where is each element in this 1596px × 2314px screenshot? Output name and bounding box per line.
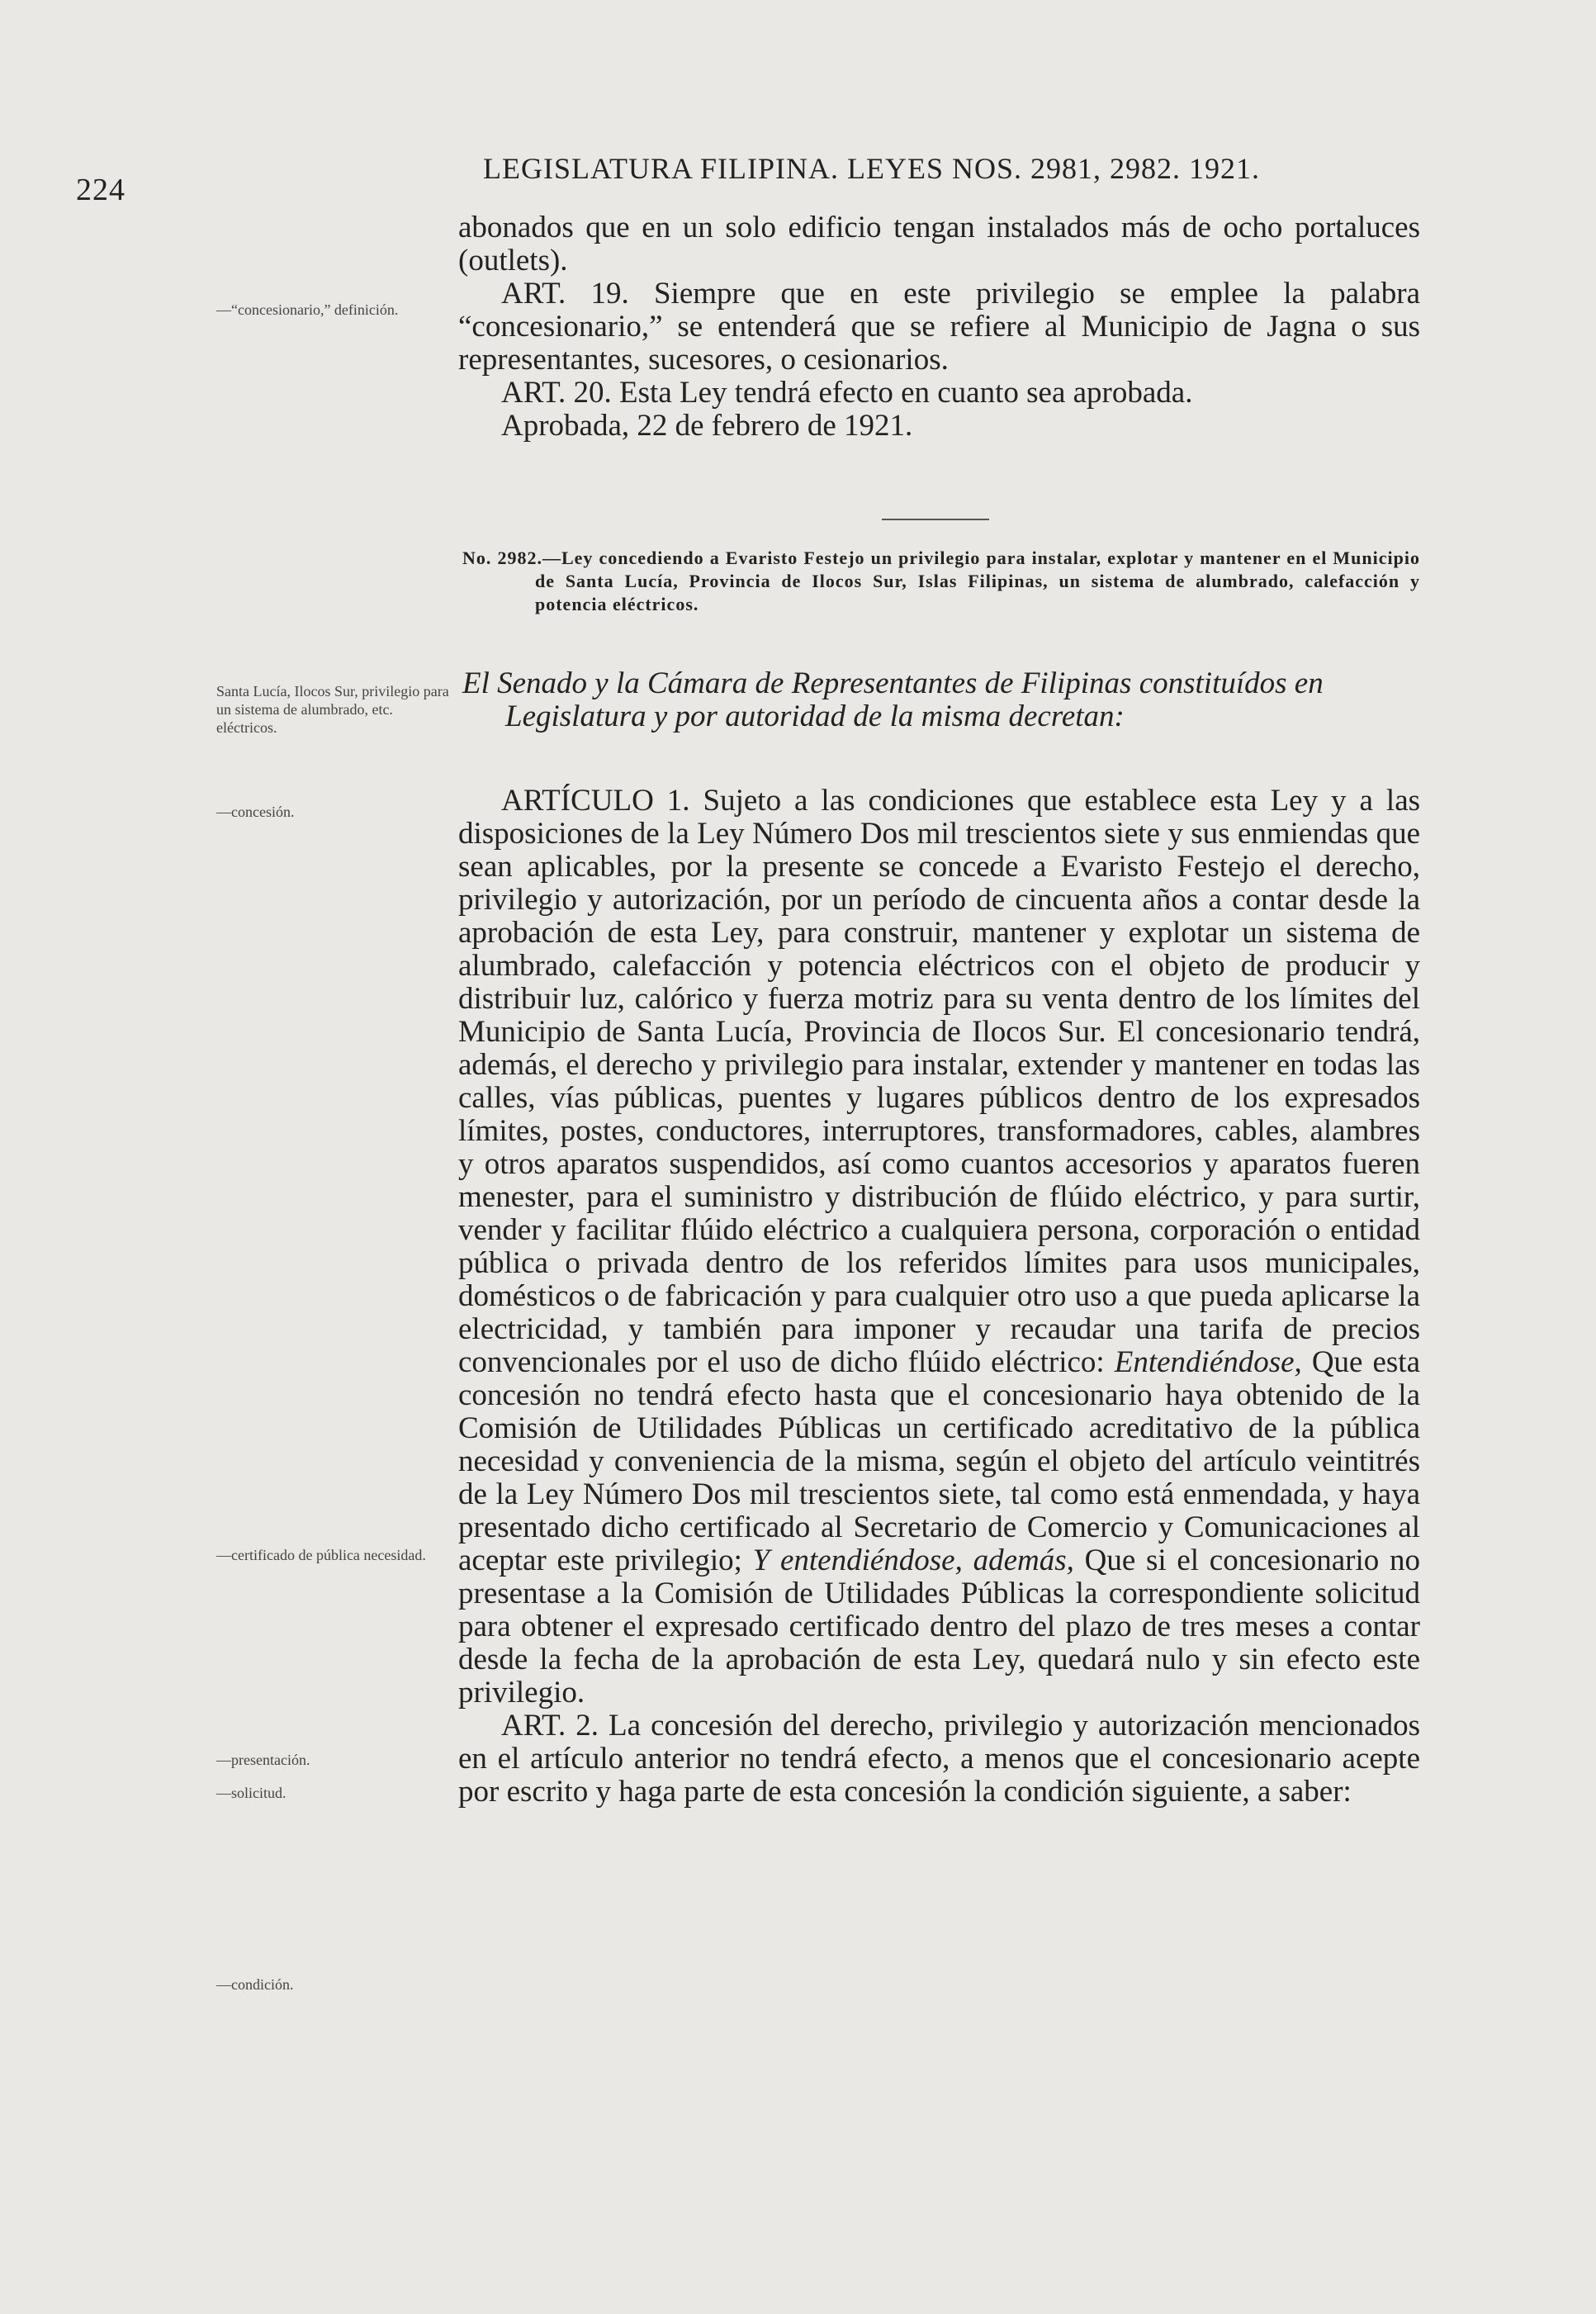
article-1-text-a: Sujeto a las condiciones que establece esta Ley y a las disposiciones de la Ley Número Dos mil trescientos siete y sus enmiendas que sean aplicables, por la presente se concede a Evaristo Festejo el derecho, privilegio y autorización, por un período de cincuenta años a contar desde la aprobación de esta Ley, para construir, mantener y explotar un sistema de alumbrado, calefacción y potencia eléctricos con el objeto de producir y distribuir luz, calórico y fuerza motriz para su venta dentro de los límites del Municipio de Santa Lucía, Provincia de Ilocos Sur. El concesionario tendrá, además, el derecho y privilegio para instalar, extender y mantener en todas las calles, vías públicas, puentes y lugares públicos dentro de los expresados límites, postes, conductores, interruptores, transformadores, cables, alambres y otros aparatos suspendidos, así como cuantos accesorios y aparatos fueren menester, para el suministro y distribución de flúido eléctrico, y para surtir, vender y facilitar flúido eléctrico a cualquiera persona, corporación o entidad pública o privada dentro de los referidos límites para usos municipales, domésticos o de fabricación y para cualquier otro uso a que pueda aplicarse la electricidad, y también para imponer y recaudar una tarifa de precios convencionales por el uso de dicho flúido eléctrico:: [458, 784, 1421, 1379]
article-19-label: ART. 19.: [501, 277, 629, 311]
margin-note-certificado: —certificado de pública necesidad.: [216, 1547, 426, 1563]
margin-note-santa-lucia: Santa Lucía, Ilocos Sur, privilegio para un sistema de alumbrado, etc. eléctricos.: [216, 683, 449, 736]
margin-note-concesion: —concesión.: [216, 804, 295, 820]
article-19-text: Siempre que en este privilegio se emplee la palabra “concesionario,” se entenderá que se refiere al Municipio de Jagna o sus representantes, sucesores, o cesionarios.: [458, 277, 1420, 377]
proviso-2-label: Y entendiéndose, además,: [752, 1543, 1074, 1577]
proviso-1-label: Entendiéndose,: [1114, 1345, 1302, 1379]
article-20-label: ART. 20.: [501, 376, 612, 410]
margin-note-presentacion: —presentación.: [216, 1752, 310, 1768]
running-head: LEGISLATURA FILIPINA. LEYES NOS. 2981, 2982. 1921.: [483, 152, 1260, 185]
act-title: [462, 547, 1420, 616]
act-title-text: No. 2982.—Ley concediendo a Evaristo Festejo un privilegio para instalar, explotar y mantener en el Municipio de Santa Lucía, Provincia de Ilocos Sur, Islas Filipinas, un sistema de alumbrado, calefacción y potencia eléctricos.: [462, 548, 1420, 614]
article-20: [458, 377, 1420, 410]
article-2: [458, 1709, 1420, 1809]
article-1: [458, 785, 1420, 1709]
margin-note-concesionario: —“concesionario,” definición.: [216, 301, 399, 318]
approval-date: Aprobada, 22 de febrero de 1921.: [501, 409, 913, 443]
continuation-paragraph: abonados que en un solo edificio tengan instalados más de ocho portaluces (outlets).: [458, 211, 1420, 277]
article-1-text-c: Que si el concesionario no presentase a la Comisión de Utilidades Públicas la correspondiente solicitud para obtener el expresado certificado dentro del plazo de tres meses a contar desde la fecha de la aprobación de esta Ley, quedará nulo y sin efecto este privilegio.: [458, 1543, 1421, 1709]
article-2-label: ART. 2.: [501, 1709, 599, 1743]
article-1-text-b: Que esta concesión no tendrá efecto hasta que el concesionario haya obtenido de la Comisión de Utilidades Públicas un certificado acreditativo de la pública necesidad y conveniencia de la misma, según el objeto del artículo veintitrés de la Ley Número Dos mil trescientos siete, tal como está enmendada, y haya presentado dicho certificado al Secretario de Comercio y Comunicaciones al aceptar este privilegio;: [458, 1345, 1421, 1577]
section-divider: [882, 519, 989, 520]
page-number: 224: [76, 173, 126, 207]
previous-act-text: [458, 211, 1420, 443]
enacting-clause: El Senado y la Cámara de Representantes de Filipinas constituídos en Legislatura y por autoridad de la misma decretan:: [462, 666, 1324, 733]
margin-note-solicitud: —solicitud.: [216, 1785, 287, 1801]
margin-note-condicion: —condición.: [216, 1976, 294, 1993]
article-2-text: La concesión del derecho, privilegio y autorización mencionados en el artículo anterior no tendrá efecto, a menos que el concesionario acepte por escrito y haga parte de esta concesión la condición siguiente, a saber:: [458, 1709, 1420, 1809]
article-1-label: ARTÍCULO 1.: [501, 784, 690, 818]
act-body: [458, 785, 1420, 1809]
article-19: [458, 277, 1420, 377]
article-20-text: Esta Ley tendrá efecto en cuanto sea aprobada.: [619, 376, 1193, 410]
